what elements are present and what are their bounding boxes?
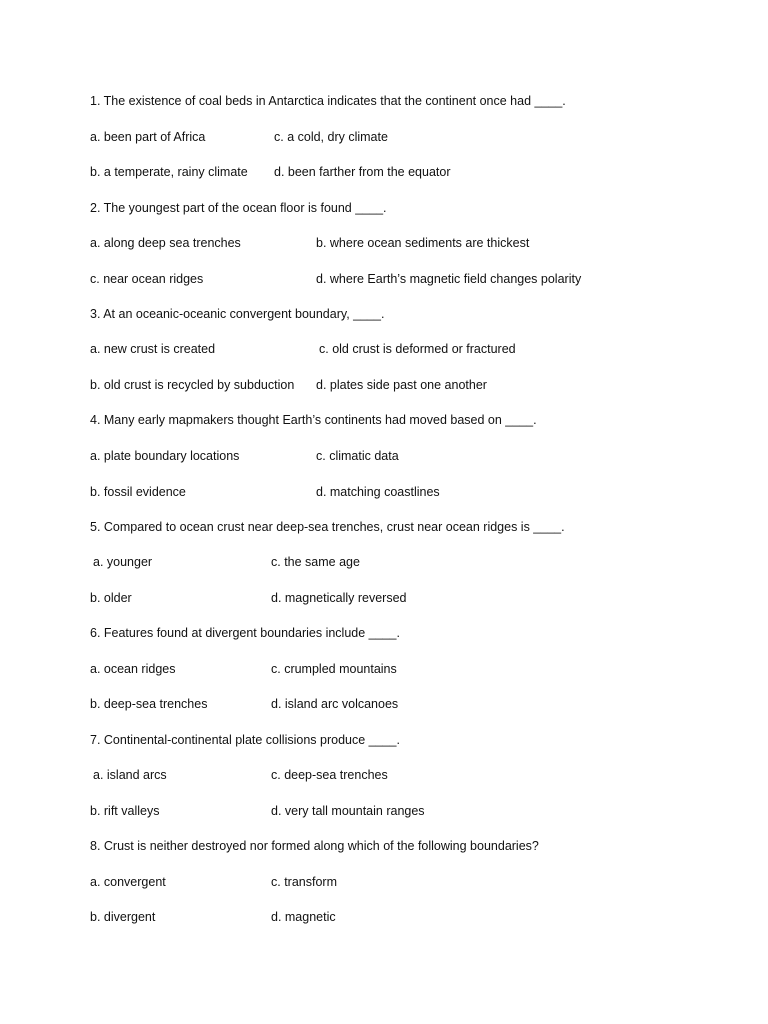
question-6-choice-b: b. deep-sea trenches bbox=[90, 697, 208, 711]
question-1-choice-a: a. been part of Africa bbox=[90, 130, 206, 144]
question-3-choice-a: a. new crust is created bbox=[90, 342, 216, 356]
question-5-choice-c: c. the same age bbox=[271, 555, 360, 569]
question-8-choice-b: b. divergent bbox=[90, 910, 156, 924]
question-4-choice-b: b. fossil evidence bbox=[90, 485, 186, 499]
question-1-stem: 1. The existence of coal beds in Antarctica indicates that the continent once had ____. bbox=[90, 94, 566, 108]
question-6-choice-d: d. island arc volcanoes bbox=[271, 697, 399, 711]
question-8-choice-d: d. magnetic bbox=[271, 910, 336, 924]
question-7-choice-d: d. very tall mountain ranges bbox=[271, 804, 425, 818]
question-5-choice-b: b. older bbox=[90, 591, 132, 605]
question-7-stem: 7. Continental-continental plate collisions produce ____. bbox=[90, 733, 400, 747]
question-2-choice-b: b. where ocean sediments are thickest bbox=[316, 236, 530, 250]
question-3-stem: 3. At an oceanic-oceanic convergent boundary, ____. bbox=[90, 307, 385, 321]
question-7-choice-c: c. deep-sea trenches bbox=[271, 768, 388, 782]
question-5-choice-d: d. magnetically reversed bbox=[271, 591, 407, 605]
question-3-choice-b: b. old crust is recycled by subduction bbox=[90, 378, 295, 392]
question-1-choice-d: d. been farther from the equator bbox=[274, 165, 451, 179]
question-4-choice-c: c. climatic data bbox=[316, 449, 399, 463]
question-2-choice-a: a. along deep sea trenches bbox=[90, 236, 241, 250]
question-1-choice-b: b. a temperate, rainy climate bbox=[90, 165, 248, 179]
question-6-choice-a: a. ocean ridges bbox=[90, 662, 176, 676]
question-7-choice-a: a. island arcs bbox=[93, 768, 167, 782]
question-5-stem: 5. Compared to ocean crust near deep-sea trenches, crust near ocean ridges is ____. bbox=[90, 520, 565, 534]
question-2-stem: 2. The youngest part of the ocean floor is found ____. bbox=[90, 201, 387, 215]
question-4-stem: 4. Many early mapmakers thought Earth’s continents had moved based on ____. bbox=[90, 413, 537, 427]
question-5-choice-a: a. younger bbox=[93, 555, 153, 569]
question-3-choice-c: c. old crust is deformed or fractured bbox=[319, 342, 516, 356]
question-8-choice-a: a. convergent bbox=[90, 875, 166, 889]
question-8-choice-c: c. transform bbox=[271, 875, 337, 889]
question-6-stem: 6. Features found at divergent boundaries include ____. bbox=[90, 626, 400, 640]
question-4-choice-d: d. matching coastlines bbox=[316, 485, 440, 499]
question-1-choice-c: c. a cold, dry climate bbox=[274, 130, 388, 144]
question-2-choice-c: c. near ocean ridges bbox=[90, 272, 204, 286]
question-7-choice-b: b. rift valleys bbox=[90, 804, 160, 818]
question-3-choice-d: d. plates side past one another bbox=[316, 378, 487, 392]
question-6-choice-c: c. crumpled mountains bbox=[271, 662, 397, 676]
question-4-choice-a: a. plate boundary locations bbox=[90, 449, 240, 463]
question-8-stem: 8. Crust is neither destroyed nor formed along which of the following boundaries? bbox=[90, 839, 539, 853]
question-2-choice-d: d. where Earth’s magnetic field changes polarity bbox=[316, 272, 582, 286]
